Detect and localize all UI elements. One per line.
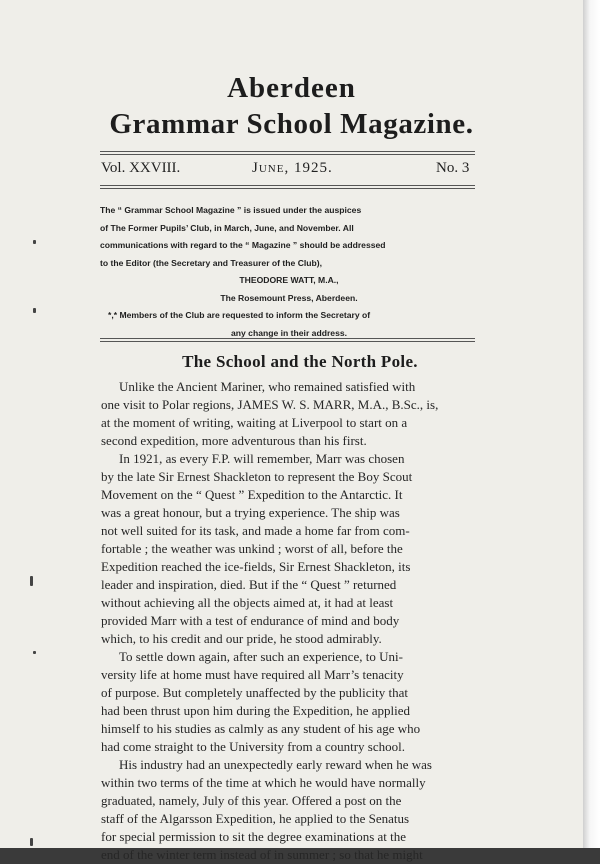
notice-line: to the Editor (the Secretary and Treasurer of the Club), xyxy=(100,257,323,268)
notice-line: of The Former Pupils’ Club, in March, June, and November. All xyxy=(100,222,354,233)
press-name: The Rosemount Press, Aberdeen. xyxy=(220,292,358,303)
article-line: versity life at home must have required all Marr’s tenacity xyxy=(101,667,404,682)
article-line: which, to his credit and our pride, he stood admirably. xyxy=(101,631,382,646)
article-line: within two terms of the time at which he would have normally xyxy=(101,775,426,790)
masthead-line2: Grammar School Magazine. xyxy=(109,108,474,140)
article-line: for special permission to sit the degree examinations at the xyxy=(101,829,407,844)
article-line: himself to his studies as calmly as any student of his age who xyxy=(101,721,421,736)
page-edge xyxy=(583,0,600,848)
margin-speck xyxy=(30,838,33,846)
volume-number: Vol. XXVIII. xyxy=(101,160,181,176)
article-line: Movement on the “ Quest ” Expedition to the Antarctic. It xyxy=(101,487,403,502)
notice-line: communications with regard to the “ Magazine ” should be addressed xyxy=(100,240,386,250)
article-line: His industry had an unexpectedly early reward when he was xyxy=(119,757,432,772)
margin-speck xyxy=(33,308,36,313)
issue-number: No. 3 xyxy=(436,160,470,176)
notice-bottom-rule xyxy=(100,338,475,339)
issue-date: June, 1925. xyxy=(252,160,333,176)
article-body xyxy=(101,378,478,864)
article-line: not well suited for its task, and made a home far from com- xyxy=(101,523,410,538)
article-line: had come straight to the University from a country school. xyxy=(101,739,405,754)
article-line: provided Marr with a test of endurance of mind and body xyxy=(101,613,400,628)
article-heading: The School and the North Pole. xyxy=(182,352,418,371)
members-notice-line: any change in their address. xyxy=(230,327,348,338)
article-line: by the late Sir Ernest Shackleton to represent the Boy Scout xyxy=(101,469,413,484)
article-line: was a great honour, but a trying experience. The ship was xyxy=(101,505,400,520)
margin-speck xyxy=(33,240,36,244)
article-line: end of the winter term instead of in summer ; so that he might xyxy=(101,847,423,862)
editor-name: THEODORE WATT, M.A., xyxy=(239,275,339,285)
article-line: had been thrust upon him during the Expedition, he applied xyxy=(101,703,411,718)
article-line: graduated, namely, July of this year. Offered a post on the xyxy=(101,793,402,808)
article-line: of purpose. But completely unaffected by the publicity that xyxy=(101,685,408,700)
top-rule xyxy=(100,151,475,152)
article-line: Expedition reached the ice-fields, Sir Ernest Shackleton, its xyxy=(101,559,411,574)
article-line: fortable ; the weather was unkind ; worst of all, before the xyxy=(101,541,403,556)
article-line: without achieving all the objects aimed at, it had at least xyxy=(101,595,394,610)
article-line: one visit to Polar regions, JAMES W. S. MARR, M.A., B.Sc., is, xyxy=(101,397,439,412)
masthead-line1: Aberdeen xyxy=(227,72,356,104)
article-line: second expedition, more adventurous than his first. xyxy=(101,433,367,448)
article-line: Unlike the Ancient Mariner, who remained satisfied with xyxy=(119,379,416,394)
members-notice-line: *,* Members of the Club are requested to inform the Secretary of xyxy=(108,310,371,320)
publication-notice xyxy=(100,202,478,342)
header-bottom-rule-inner xyxy=(100,188,475,189)
article-line: at the moment of writing, waiting at Liverpool to start on a xyxy=(101,415,408,430)
header-bottom-rule xyxy=(100,185,475,186)
notice-line: The “ Grammar School Magazine ” is issued under the auspices xyxy=(100,205,362,215)
top-rule-inner xyxy=(100,154,475,155)
article-line: In 1921, as every F.P. will remember, Marr was chosen xyxy=(119,451,405,466)
article-line: staff of the Algarsson Expedition, he applied to the Senatus xyxy=(101,811,410,826)
article-line: leader and inspiration, died. But if the “ Quest ” returned xyxy=(101,577,397,592)
article-line: To settle down again, after such an experience, to Uni- xyxy=(119,649,403,664)
margin-speck xyxy=(30,576,33,586)
notice-bottom-rule-inner xyxy=(100,341,475,342)
margin-speck xyxy=(33,651,36,654)
